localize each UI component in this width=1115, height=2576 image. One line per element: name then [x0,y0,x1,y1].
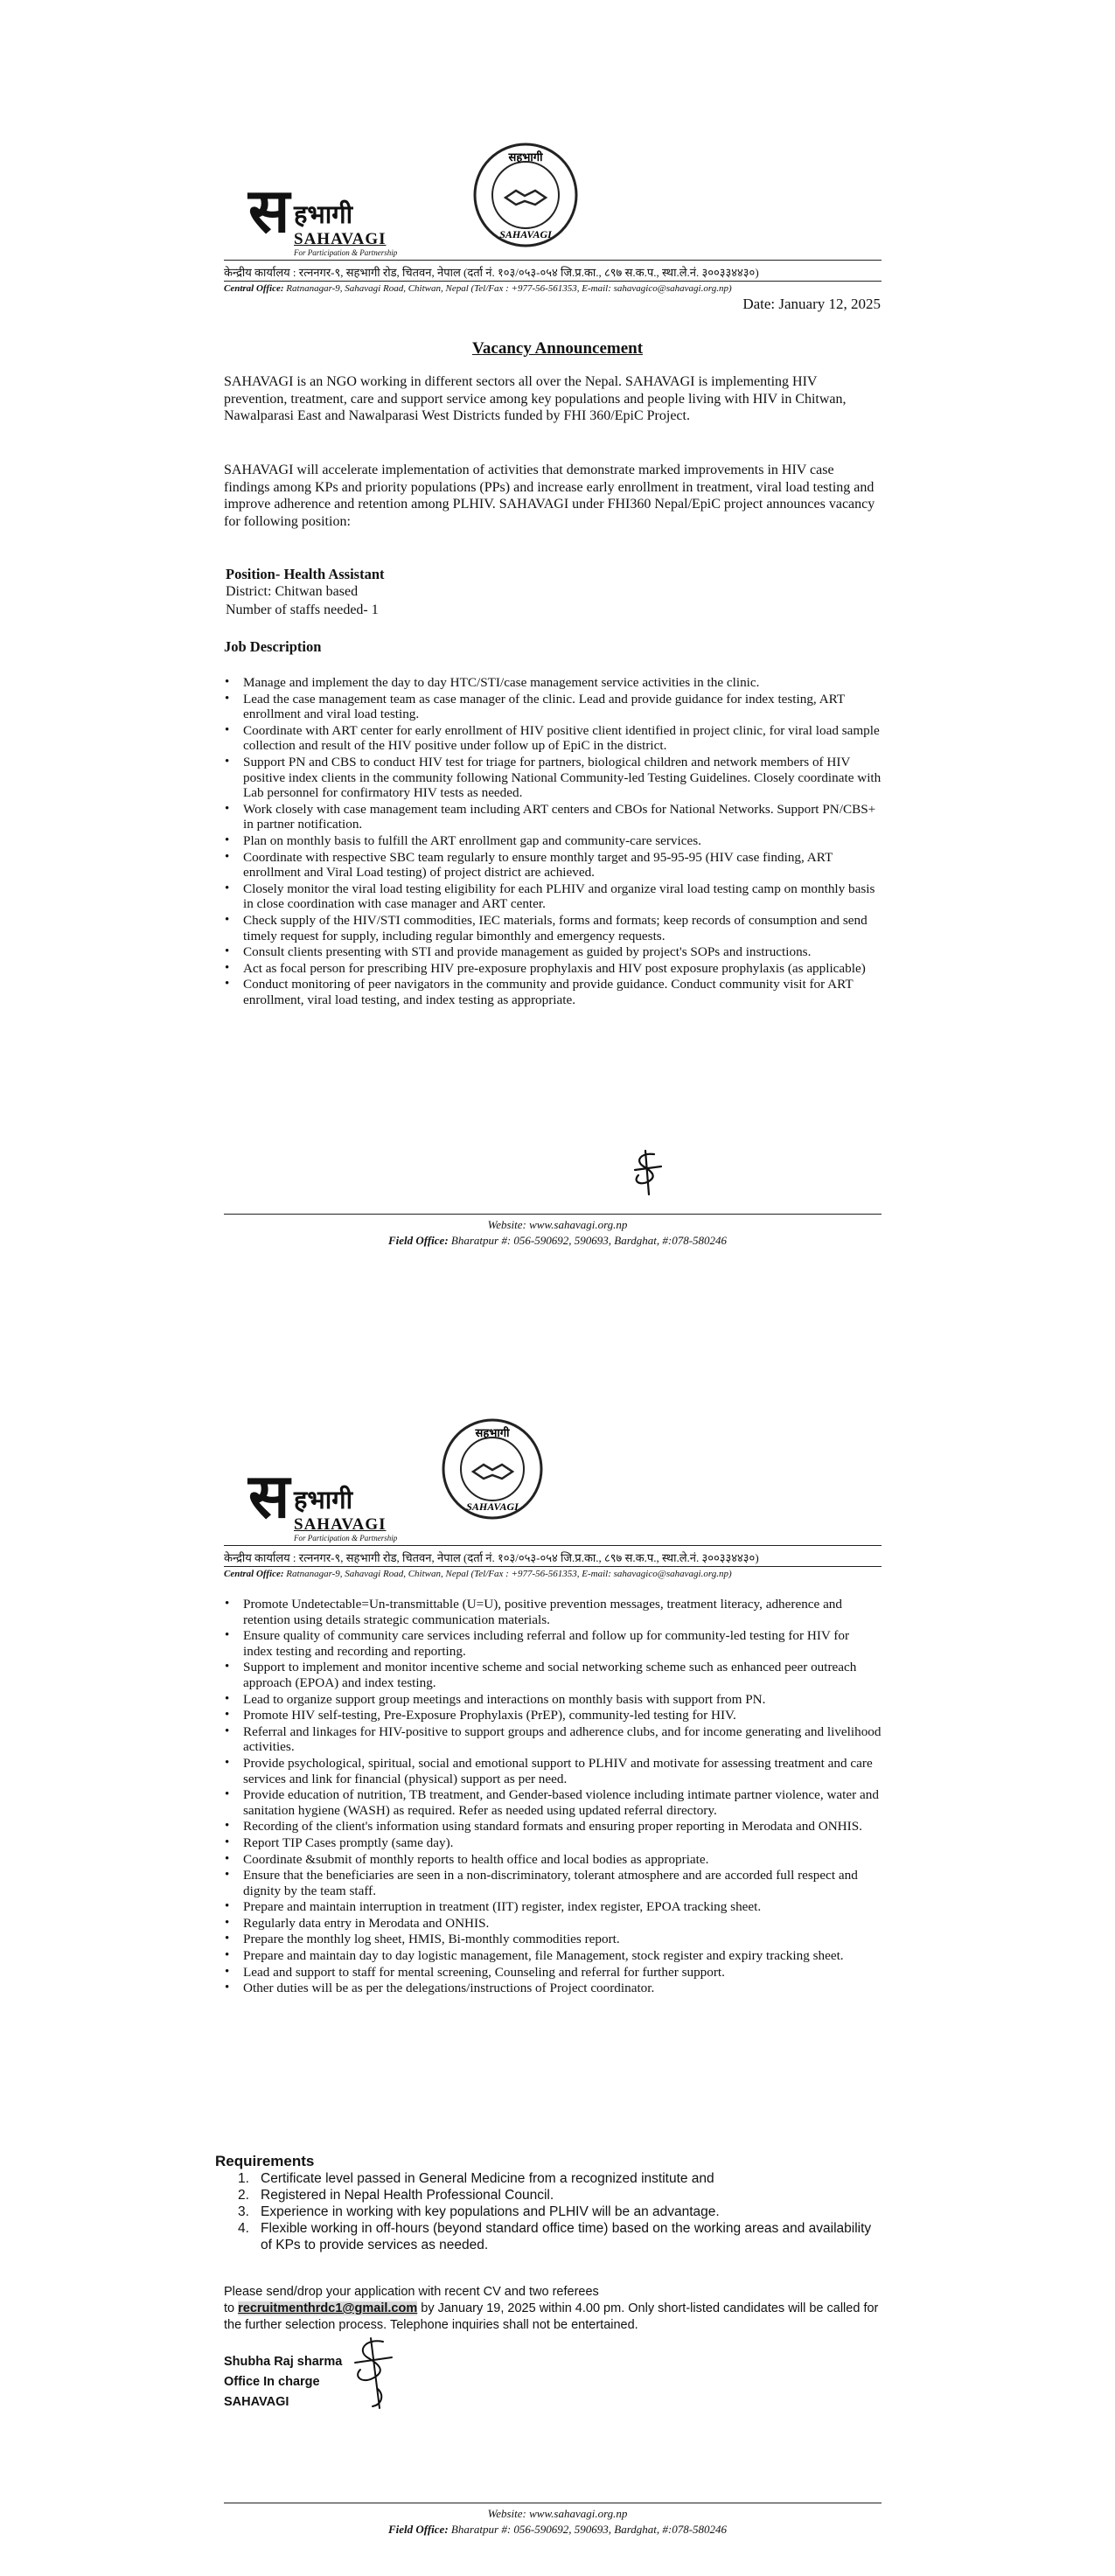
footer-field-office [0,2523,1115,2537]
apply-line-1: Please send/drop your application with recent CV and two referees [224,2285,599,2299]
application-instructions [224,2284,889,2334]
signer-name: Shubha Raj sharma [224,2355,343,2369]
job-description-heading: Job Description [224,638,322,655]
list-item: 4. Flexible working in off-hours (beyond standard office time) based on the working areas and availability of KPs to provide services as needed. [238,2221,872,2252]
list-item: • Report TIP Cases promptly (same day). [224,1835,882,1851]
address-english-text: Ratnanagar-9, Sahavagi Road, Chitwan, Nepal (Tel/Fax : +977-56-561353, E-mail: sahavagico@sahavagi.org.np) [286,1569,732,1579]
address-english [224,1569,732,1579]
list-item: • Provide psychological, spiritual, social and emotional support to PLHIV and motivate for assessing treatment and care services and link for financial (physical) support as per need. [224,1756,882,1786]
logo-mark: स [248,1464,290,1531]
list-item: • Support PN and CBS to conduct HIV test for triage for partners, biological children and network members of HIV positive index clients in the community following National Community-led Testing Guidelines. Closely coordinate with Lab personnel for confirmatory HIV tests as needed. [224,755,882,801]
header-rule [224,260,882,261]
seal-bottom-text: SAHAVAGI [466,1500,519,1513]
field-office-text: Bharatpur #: 056-590692, 590693, Bardghat, #:078-580246 [450,2523,728,2536]
email-link[interactable]: recruitmenthrdc1@gmail.com [238,2301,418,2315]
requirements-list [238,2170,885,2253]
footer-website: Website: www.sahavagi.org.np [487,2507,628,2520]
list-item: • Other duties will be as per the delegations/instructions of Project coordinator. [224,1981,882,1996]
address-label: Central Office: [224,283,284,294]
signer-org: SAHAVAGI [224,2395,289,2409]
signature-initial [623,1149,675,1200]
list-item: • Ensure that the beneficiaries are seen in a non-discriminatory, tolerant atmosphere and are accorded full respect and dignity by the team staff. [224,1868,882,1898]
position-title: Position- Health Assistant [226,566,385,582]
list-item: • Closely monitor the viral load testing eligibility for each PLHIV and organize viral load testing camp on monthly basis in close coordination with case manager and ART center. [224,881,882,912]
list-item: • Referral and linkages for HIV-positive to support groups and adherence clubs, and for income generating and livelihood activities. [224,1724,882,1755]
list-item: 1. Certificate level passed in General Medicine from a recognized institute and [238,2171,714,2186]
seal-bottom-text: SAHAVAGI [499,228,552,240]
page-1 [0,0,1115,1285]
list-item: 3. Experience in working with key populations and PLHIV will be an advantage. [238,2204,720,2219]
list-item: • Conduct monitoring of peer navigators in the community and provide guidance. Conduct community visit for ART enrollment, viral load testing, and index testing as appropriate. [224,977,882,1007]
list-item: 2. Registered in Nepal Health Professional Council. [238,2188,554,2203]
organization-seal [470,140,581,250]
list-item: • Plan on monthly basis to fulfill the ART enrollment gap and community-care services. [224,833,882,849]
address-english [224,283,732,294]
field-office-text: Bharatpur #: 056-590692, 590693, Bardghat, #:078-580246 [450,1234,728,1247]
staff-count: Number of staffs needed- 1 [226,602,379,617]
address-nepali: केन्द्रीय कार्यालय : रत्ननगर-९, सहभागी रोड, चितवन, नेपाल (दर्ता नं. १०३/०५३-०५४ जि.प्र.का., ८९७ स.क.प., स्था.ले.नं. ३००३३४४३०) [224,1551,759,1564]
logo-nepali: हभागी [294,201,353,229]
list-item: • Coordinate &submit of monthly reports to health office and local bodies as appropriate. [224,1852,882,1868]
address-english-text: Ratnanagar-9, Sahavagi Road, Chitwan, Nepal (Tel/Fax : +977-56-561353, E-mail: sahavagico@sahavagi.org.np) [286,283,732,294]
intro-paragraph-2: SAHAVAGI will accelerate implementation of activities that demonstrate marked improvements in HIV case findings among KPs and priority populations (PPs) and increase early enrollment in treatment, viral load testing and improve adherence and retention among PLHIV. SAHAVAGI under FHI360 Nepal/EpiC project announces vacancy for following position: [224,463,875,529]
logo-tagline: For Participation & Partnership [294,1534,398,1542]
logo-nepali: हभागी [294,1486,353,1514]
district: District: Chitwan based [226,584,359,599]
logo-english: SAHAVAGI [294,1515,387,1534]
logo-tagline: For Participation & Partnership [294,248,398,257]
logo-english: SAHAVAGI [294,230,387,248]
list-item: • Regularly data entry in Merodata and ONHIS. [224,1916,882,1932]
footer-field-office [0,1234,1115,1248]
field-office-label: Field Office: [387,1234,449,1247]
signer-role: Office In charge [224,2375,320,2389]
list-item: • Lead and support to staff for mental screening, Counseling and referral for further support. [224,1965,882,1981]
header-rule-2 [224,1566,882,1567]
page-title: Vacancy Announcement [471,339,644,358]
list-item: • Coordinate with respective SBC team regularly to ensure monthly target and 95-95-95 (HIV case finding, ART enrollment and Viral Load testing) of project district are achieved. [224,850,882,881]
signatory [224,2352,342,2412]
list-item: • Promote HIV self-testing, Pre-Exposure Prophylaxis (PrEP), community-led testing for HIV. [224,1708,882,1723]
list-item: • Coordinate with ART center for early enrollment of HIV positive client identified in project clinic, for viral load sample collection and result of the HIV positive under follow up of EpiC in the district. [224,723,882,754]
list-item: • Act as focal person for prescribing HIV pre-exposure prophylaxis and HIV post exposure prophylaxis (as applicable) [224,961,882,977]
list-item: • Promote Undetectable=Un-transmittable (U=U), positive prevention messages, treatment literacy, adherence and retention using details strategic communication materials. [224,1597,882,1627]
logo-mark: स [248,178,290,246]
seal-top-text: सहभागी [508,151,543,164]
organization-seal [440,1417,545,1521]
list-item: • Provide education of nutrition, TB treatment, and Gender-based violence including intimate partner violence, water and sanitation hygiene (WASH) as required. Refer as needed using updated referral directory. [224,1787,882,1818]
list-item: • Prepare and maintain interruption in treatment (IIT) register, index register, EPOA tracking sheet. [224,1899,882,1915]
list-item: • Prepare and maintain day to day logistic management, file Management, stock register and expiry tracking sheet. [224,1948,882,1964]
announcement-date: Date: January 12, 2025 [742,296,881,312]
footer-rule [224,1214,882,1215]
list-item: • Ensure quality of community care services including referral and follow up for community-led testing for HIV for index testing and recording and reporting. [224,1628,882,1659]
header-rule [224,1545,882,1546]
address-nepali: केन्द्रीय कार्यालय : रत्ननगर-९, सहभागी रोड, चितवन, नेपाल (दर्ता नं. १०३/०५३-०५४ जि.प्र.का., ८९७ स.क.प., स्था.ले.नं. ३००३३४४३०) [224,266,759,279]
apply-line-2: to recruitmenthrdc1@gmail.com by January 19, 2025 within 4.00 pm. Only short-listed candidates will be called for the further selection process. Telephone inquiries shall not be entertained. [224,2301,879,2332]
list-item: • Prepare the monthly log sheet, HMIS, Bi-monthly commodities report. [224,1932,882,1947]
list-item: • Check supply of the HIV/STI commodities, IEC materials, forms and formats; keep records of consumption and send timely request for supply, including regular bimonthly and emergency requests. [224,913,882,943]
signature [343,2335,408,2413]
duties-list-page-1 [224,675,882,1008]
list-item: • Recording of the client's information using standard formats and ensuring proper reporting in Merodata and ONHIS. [224,1819,882,1835]
list-item: • Lead to organize support group meetings and interactions on monthly basis with support from PN. [224,1692,882,1708]
list-item: • Work closely with case management team including ART centers and CBOs for National Networks. Support PN/CBS+ in partner notification. [224,802,882,832]
list-item: • Support to implement and monitor incentive scheme and social networking scheme such as enhanced peer outreach approach (EPOA) and index testing. [224,1660,882,1690]
seal-top-text: सहभागी [475,1427,510,1440]
requirements-heading: Requirements [215,2153,315,2169]
field-office-label: Field Office: [387,2523,449,2536]
list-item: • Lead the case management team as case manager of the clinic. Lead and provide guidance for index testing, ART enrollment and viral load testing. [224,692,882,722]
list-item: • Manage and implement the day to day HTC/STI/case management service activities in the clinic. [224,675,882,691]
header-rule-2 [224,281,882,282]
intro-paragraph-1: SAHAVAGI is an NGO working in different sectors all over the Nepal. SAHAVAGI is implementing HIV prevention, treatment, care and support service among key populations and people living with HIV in Chitwan, Nawalparasi East and Nawalparasi West Districts funded by FHI 360/EpiC Project. [224,374,847,423]
address-label: Central Office: [224,1569,284,1579]
footer-website: Website: www.sahavagi.org.np [487,1218,628,1231]
list-item: • Consult clients presenting with STI and provide management as guided by project's SOPs and instructions. [224,944,882,960]
duties-list-page-2 [224,1597,882,1997]
page-2 [0,1285,1115,2576]
